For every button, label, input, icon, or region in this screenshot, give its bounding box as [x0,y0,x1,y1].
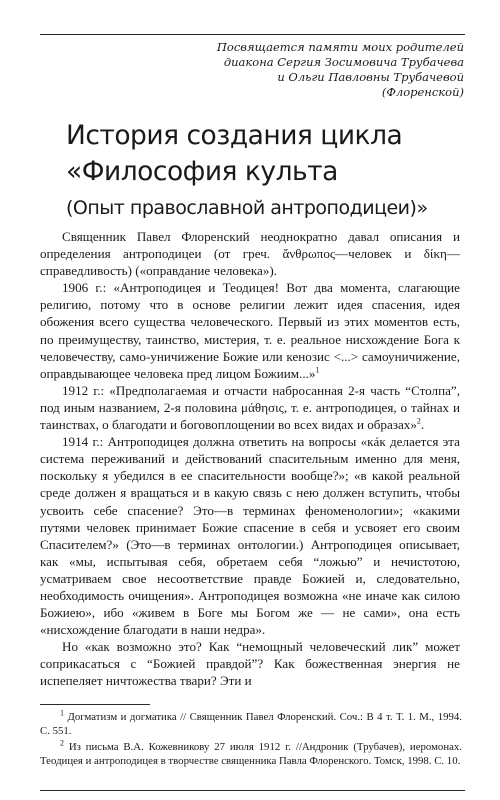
footnote-text: Догматизм и догматика // Священник Павел Флоренский. Соч.: В 4 т. Т. 1. М., 1994. С. 551. [40,711,462,737]
footnotes [40,710,462,770]
paragraph: 1912 г.: «Предполагаемая и отчасти набросанная 2-я часть “Столпа”, под иным названием, 2-я половина μάθησις, т. е. антроподицея, о тайнах и таинствах, о благодати и боговоплощении во всех видах и образах»$^2$. [40,382,460,433]
paragraph: 1914 г.: Антроподицея должна ответить на вопросы «кáк делается эта система переживаний и действований спасительным именно для меня, поскольку я убедился в ее спасительности вообще?»; «в какой реальной среде должен я вращаться и в какую связь с нею должен вступить, чтобы усвоить себе спасение? Это—в терминах феноменологии»; «какими путями человек принимает Божие спасение в себя и усвояет его своим Спасителем?» (Это—в терминах онтологии.) Антроподицея описывает, как «мы, испытывая себя, обретаем себя “ложью” и нечистотою, усматриваем свое несоответствие правде Божией и, следовательно, необходимость очищения». Антроподицея возможна «не иначе как силою Божиею», ибо «живем в Боге мы Богом же — не сами», она есть «нисхождение благодати в наши недра». [40,434,460,638]
paragraph: Священник Павел Флоренский неоднократно давал описания и определения антроподицеи (от греч. ἄνθρωπος—человек и δίκη—справедливость) («оправдание человека»). [40,229,460,279]
dedication-line: диакона Сергия Зосимовича Трубачева [223,55,464,69]
header-rule [40,34,465,35]
footnote-number: 1 [60,708,64,718]
dedication-line: и Ольги Павловны Трубачевой [277,70,464,84]
dedication [84,40,464,100]
title-line: «Философия культа [66,156,338,187]
dedication-line: Посвящается памяти моих родителей [216,40,464,54]
footnote-text: Из письма В.А. Кожевникову 27 июля 1912 г. //Андроник (Трубачев), иеромонах. Теодицея и антроподицея в творчестве священника Павла Флоренского. Томск, 1998. С. 10. [40,741,462,767]
paragraph-text: 1906 г.: «Антроподицея и Теодицея! Вот два момента, слагающие религию, потому что в основе религии лежит идея спасения, идея обожения всего существа человеческого. Первый из этих моментов есть, по преимуществу, таинство, мистерия, т. е. реальное нисхождение Бога к человечеству, само-уничижение Божие или кенозис <...> самоуничижение, оправдывающее человека пред лицом Божиим...» [40,280,460,381]
body-text [40,228,460,690]
paragraph: Но «как возможно это? Как “немощный человеческий лик” может соприкасаться с “Божией правдой”? Как божественная энергия не испепеляет ничтожества твари? Эти и [40,639,460,689]
dedication-line: (Флоренской) [381,85,464,99]
footnote-number: 2 [60,738,64,748]
footer-rule [40,790,465,791]
footnote [40,710,462,738]
footnote-mark: 1 [315,365,320,375]
footnote [40,740,462,768]
title-line: История создания цикла [66,120,403,151]
title-subtitle: (Опыт православной антроподицеи)» [66,197,428,219]
chapter-title [66,118,486,222]
footnote-rule [40,704,150,705]
footnote-mark: 2 [416,416,421,426]
paragraph [40,279,460,382]
paragraph-text: 1912 г.: «Предполагаемая и отчасти набросанная 2-я часть “Столпа”, под иным названием, 2-я половина μάθησις, т. е. антроподицея, о тайнах и таинствах, о благодати и боговоплощении во всех видах и образах» [40,382,460,433]
